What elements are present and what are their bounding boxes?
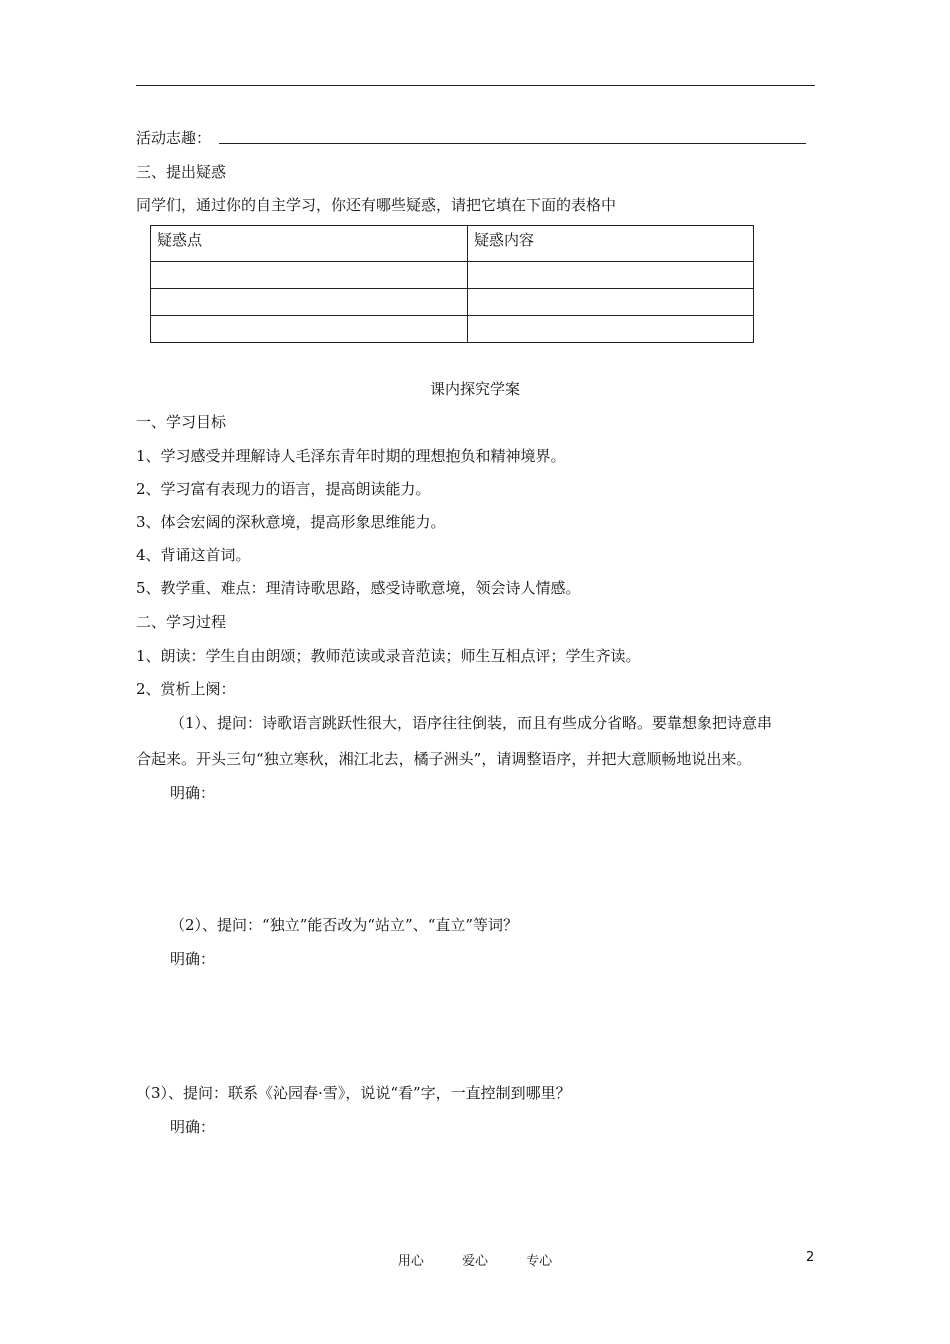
table-cell[interactable]	[151, 316, 468, 343]
answer-label: 明确：	[170, 950, 216, 968]
activity-label: 活动志趣：	[136, 129, 212, 147]
table-row	[151, 316, 754, 343]
doubt-table	[150, 225, 754, 343]
table-cell[interactable]	[468, 289, 754, 316]
process-step-2: 2、赏析上阕：	[136, 680, 236, 698]
section3-intro: 同学们，通过你的自主学习，你还有哪些疑惑，请把它填在下面的表格中	[136, 196, 617, 214]
header-rule	[136, 85, 815, 86]
table-header-cell: 疑惑点	[151, 226, 468, 262]
footer-item: 爱心	[461, 1254, 488, 1269]
table-cell[interactable]	[151, 289, 468, 316]
activity-fill-line	[219, 143, 806, 144]
footer-item: 专心	[526, 1254, 553, 1269]
goals-heading: 一、学习目标	[136, 413, 227, 431]
table-row	[151, 262, 754, 289]
answer-label: 明确：	[170, 784, 216, 802]
question-1-line-1: （1）、提问：诗歌语言跳跃性很大，语序往往倒装，而且有些成分省略。要靠想象把诗意串	[170, 714, 773, 732]
goal-item: 2、学习富有表现力的语言，提高朗读能力。	[136, 480, 431, 498]
question-3: （3）、提问：联系《沁园春·雪》，说说“看”字，一直控制到哪里？	[136, 1084, 571, 1102]
page-title: 课内探究学案	[429, 380, 520, 398]
question-2: （2）、提问：“独立”能否改为“站立”、“直立”等词？	[170, 916, 519, 934]
process-heading: 二、学习过程	[136, 613, 227, 631]
table-header-cell: 疑惑内容	[468, 226, 754, 262]
table-cell[interactable]	[468, 316, 754, 343]
question-1-line-2: 合起来。开头三句“独立寒秋，湘江北去，橘子洲头”，请调整语序，并把大意顺畅地说出来。	[136, 750, 752, 768]
answer-label: 明确：	[170, 1118, 216, 1136]
process-step-1: 1、朗读：学生自由朗颂；教师范读或录音范读；师生互相点评；学生齐读。	[136, 647, 641, 665]
section3-heading: 三、提出疑惑	[136, 163, 227, 181]
page-number: 2	[806, 1250, 815, 1265]
table-cell[interactable]	[151, 262, 468, 289]
goal-item: 1、学习感受并理解诗人毛泽东青年时期的理想抱负和精神境界。	[136, 447, 566, 465]
goal-item: 4、背诵这首词。	[136, 546, 251, 564]
goal-item: 5、教学重、难点：理清诗歌思路，感受诗歌意境，领会诗人情感。	[136, 579, 581, 597]
goal-item: 3、体会宏阔的深秋意境，提高形象思维能力。	[136, 513, 446, 531]
table-cell[interactable]	[468, 262, 754, 289]
footer-item: 用心	[397, 1254, 424, 1269]
table-row	[151, 289, 754, 316]
table-header-row	[151, 226, 754, 262]
